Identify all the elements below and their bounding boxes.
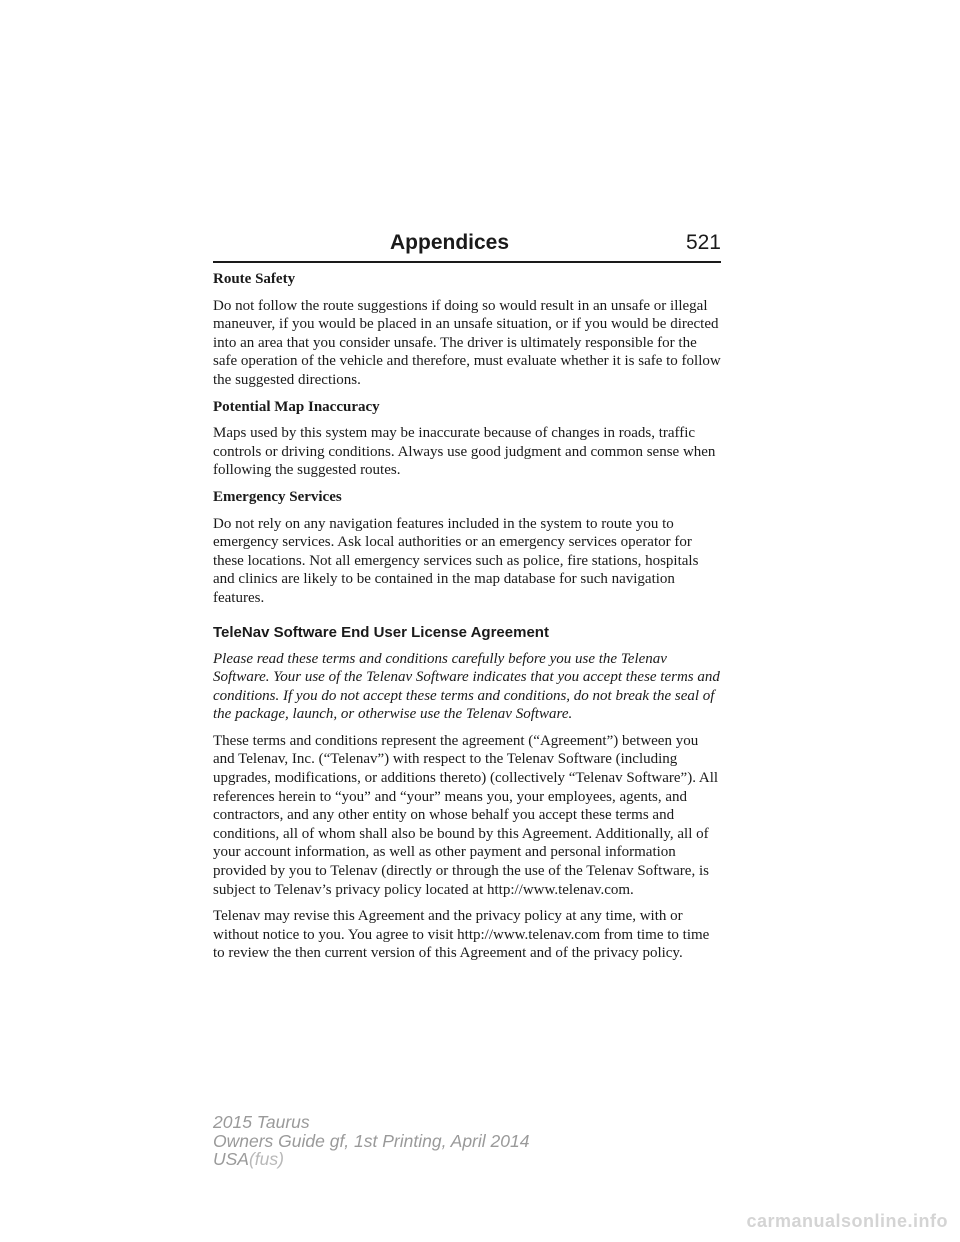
- eula-heading: TeleNav Software End User License Agreement: [213, 623, 549, 641]
- watermark: carmanualsonline.info: [746, 1211, 948, 1231]
- eula-paragraph-1: These terms and conditions represent the agreement (“Agreement”) between you and Telenav, Inc. (“Telenav”) with respect to the Telenav Software (including upgrades, modifications, or additions thereto) (collectively “Telenav Software”). All references herein to “you” and “your” means you, your employees, agents, and contractors, and any other entity on whose behalf you accept these terms and conditions, all of whom shall also be bound by this Agreement. Additionally, all of your account information, as well as other payment and personal information provided by you to Telenav (directly or through the use of the Telenav Software, is subject to Telenav’s privacy policy located at http://www.telenav.com.: [213, 732, 719, 898]
- footer-printing: Owners Guide gf, 1st Printing, April 2014: [213, 1130, 530, 1151]
- section-title: Appendices: [390, 231, 510, 254]
- footer-region-main: USA: [213, 1149, 249, 1169]
- map-inaccuracy-body: Maps used by this system may be inaccurate because of changes in roads, traffic controls or driving conditions. Always use good judgment and common sense when following the suggested routes.: [213, 425, 716, 479]
- page-header: [213, 229, 721, 263]
- map-inaccuracy-heading: Potential Map Inaccuracy: [213, 398, 380, 415]
- emergency-services-heading: Emergency Services: [213, 488, 342, 505]
- eula-paragraph-2: Telenav may revise this Agreement and the privacy policy at any time, with or without notice to you. You agree to visit http://www.telenav.com from time to time to review the then current version of this Agreement and of the privacy policy.: [213, 908, 710, 962]
- page-number: 521: [685, 231, 721, 254]
- page-footer: [213, 1113, 529, 1169]
- footer-region-suffix: (fus): [248, 1149, 284, 1169]
- route-safety-body: Do not follow the route suggestions if doing so would result in an unsafe or illegal maneuver, if you would be placed in an unsafe situation, or if you would be directed into an area that you consider unsafe. The driver is ultimately responsible for the safe operation of the vehicle and therefore, must evaluate whether it is safe to follow the suggested directions.: [213, 297, 721, 388]
- route-safety-heading: Route Safety: [213, 271, 296, 287]
- footer-model: 2015 Taurus: [213, 1112, 310, 1132]
- emergency-services-body: Do not rely on any navigation features included in the system to route you to emergency services. Ask local authorities or an emergency services operator for these locations. Not all emergency services such as police, fire stations, hospitals and clinics are likely to be contained in the map database for such navigation features.: [213, 515, 699, 606]
- page-content: [213, 270, 723, 971]
- footer-region: [213, 1150, 529, 1169]
- eula-intro: Please read these terms and conditions carefully before you use the Telenav Software. Your use of the Telenav Software indicates that you accept these terms and conditions. If you do not accept these terms and conditions, do not break the seal of the package, launch, or otherwise use the Telenav Software.: [213, 650, 720, 723]
